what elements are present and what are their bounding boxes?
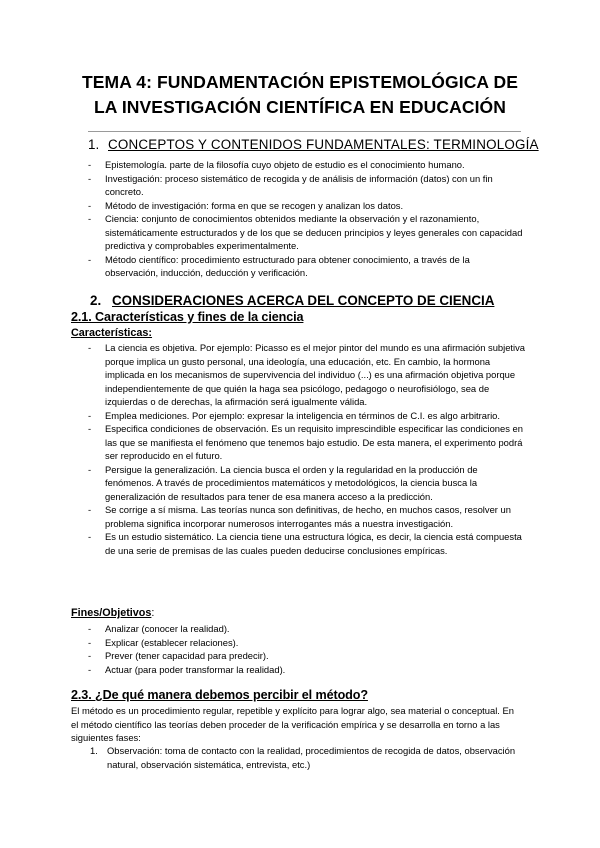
list-item: - Investigación: proceso sistemático de recogida y de análisis de información (datos) con un fin concreto. xyxy=(88,172,524,199)
section-2-heading xyxy=(90,292,494,310)
document-title xyxy=(0,70,600,120)
title-divider xyxy=(88,131,521,132)
list-item: - Epistemología. parte de la filosofía cuyo objeto de estudio es el conocimiento humano. xyxy=(88,158,524,172)
list-item: - Explicar (establecer relaciones). xyxy=(88,636,525,650)
terminology-list xyxy=(88,158,524,280)
section-1-heading xyxy=(88,136,539,154)
subsection-2-3-heading: 2.3. ¿De qué manera debemos percibir el método? xyxy=(71,688,368,702)
list-item xyxy=(90,744,522,771)
list-item: - La ciencia es objetiva. Por ejemplo: Picasso es el mejor pintor del mundo es una afirmación subjetiva porque implica un gusto personal, una ideología, una educación, etc. En cambio, la hormona implicada en los mecanismos de supervivencia del individuo (...) es una afirmación objetiva porque independientemente de que quién la haga sea psicólogo, pedagogo o neurofisiólogo, sea de izquierdas o de derechas, la afirmación será igualmente válida. xyxy=(88,341,525,409)
list-item: - Método científico: procedimiento estructurado para obtener conocimiento, a través de la observación, inducción, deducción y verificación. xyxy=(88,253,524,280)
phase-number: 1. xyxy=(90,745,98,756)
phase-text: Observación: toma de contacto con la realidad, procedimientos de recogida de datos, observación natural, observación sistemática, entrevista, etc.) xyxy=(107,745,516,770)
goals-label xyxy=(71,606,154,620)
list-item: - Emplea mediciones. Por ejemplo: expresar la inteligencia en términos de C.I. es algo arbitrario. xyxy=(88,409,525,423)
subsection-2-1-heading: 2.1. Características y fines de la ciencia xyxy=(71,310,304,324)
list-item: - Analizar (conocer la realidad). xyxy=(88,622,525,636)
section-2-title: CONSIDERACIONES ACERCA DEL CONCEPTO DE CIENCIA xyxy=(112,293,495,308)
list-item: - Actuar (para poder transformar la realidad). xyxy=(88,663,525,677)
list-item: - Se corrige a sí misma. Las teorías nunca son definitivas, de hecho, en muchos casos, resolver un problema significa incorporar numerosos interrogantes más a nuestra investigación. xyxy=(88,503,525,530)
list-item: - Es un estudio sistemático. La ciencia tiene una estructura lógica, es decir, la ciencia está compuesta de una serie de premisas de las cuales pueden deducirse conclusiones empíricas. xyxy=(88,530,525,557)
title-line-2: LA INVESTIGACIÓN CIENTÍFICA EN EDUCACIÓN xyxy=(93,97,507,117)
list-item: - Persigue la generalización. La ciencia busca el orden y la regularidad en la producción de fenómenos. A través de procedimientos matemáticos y metodológicos, la ciencia busca la generalización de resultados para tener de esa manera acceso a la predicción. xyxy=(88,463,525,504)
list-item: - Prever (tener capacidad para predecir). xyxy=(88,649,525,663)
list-item: - Especifica condiciones de observación. Es un requisito imprescindible especificar las condiciones en las que se manifiesta el fenómeno que tenemos bajo estudio. De esta manera, el experimento podrá ser reproducido en el futuro. xyxy=(88,422,525,463)
goals-label-text: Fines/Objetivos xyxy=(71,607,152,619)
section-1-number: 1. xyxy=(88,137,100,152)
method-phases-list xyxy=(90,744,522,771)
goals-label-colon: : xyxy=(151,607,155,619)
method-intro-paragraph: El método es un procedimiento regular, repetible y explícito para lograr algo, sea material o conceptual. En el método científico las teorías deben proceder de la verificación empírica y se desarrolla en torno a las siguientes fases: xyxy=(71,705,514,743)
list-item: - Ciencia: conjunto de conocimientos obtenidos mediante la observación y el razonamiento, sistemáticamente estructurados y de los que se deducen principios y leyes generales con capacidad predictiva y comprobables experimentalmente. xyxy=(88,212,524,253)
features-list xyxy=(88,341,525,557)
section-2-number: 2. xyxy=(90,293,102,308)
features-label: Características: xyxy=(71,327,153,339)
goals-list xyxy=(88,622,525,676)
list-item: - Método de investigación: forma en que se recogen y analizan los datos. xyxy=(88,199,524,213)
section-1-title: CONCEPTOS Y CONTENIDOS FUNDAMENTALES: TERMINOLOGÍA xyxy=(108,137,539,152)
title-line-1: TEMA 4: FUNDAMENTACIÓN EPISTEMOLÓGICA DE xyxy=(82,72,518,92)
